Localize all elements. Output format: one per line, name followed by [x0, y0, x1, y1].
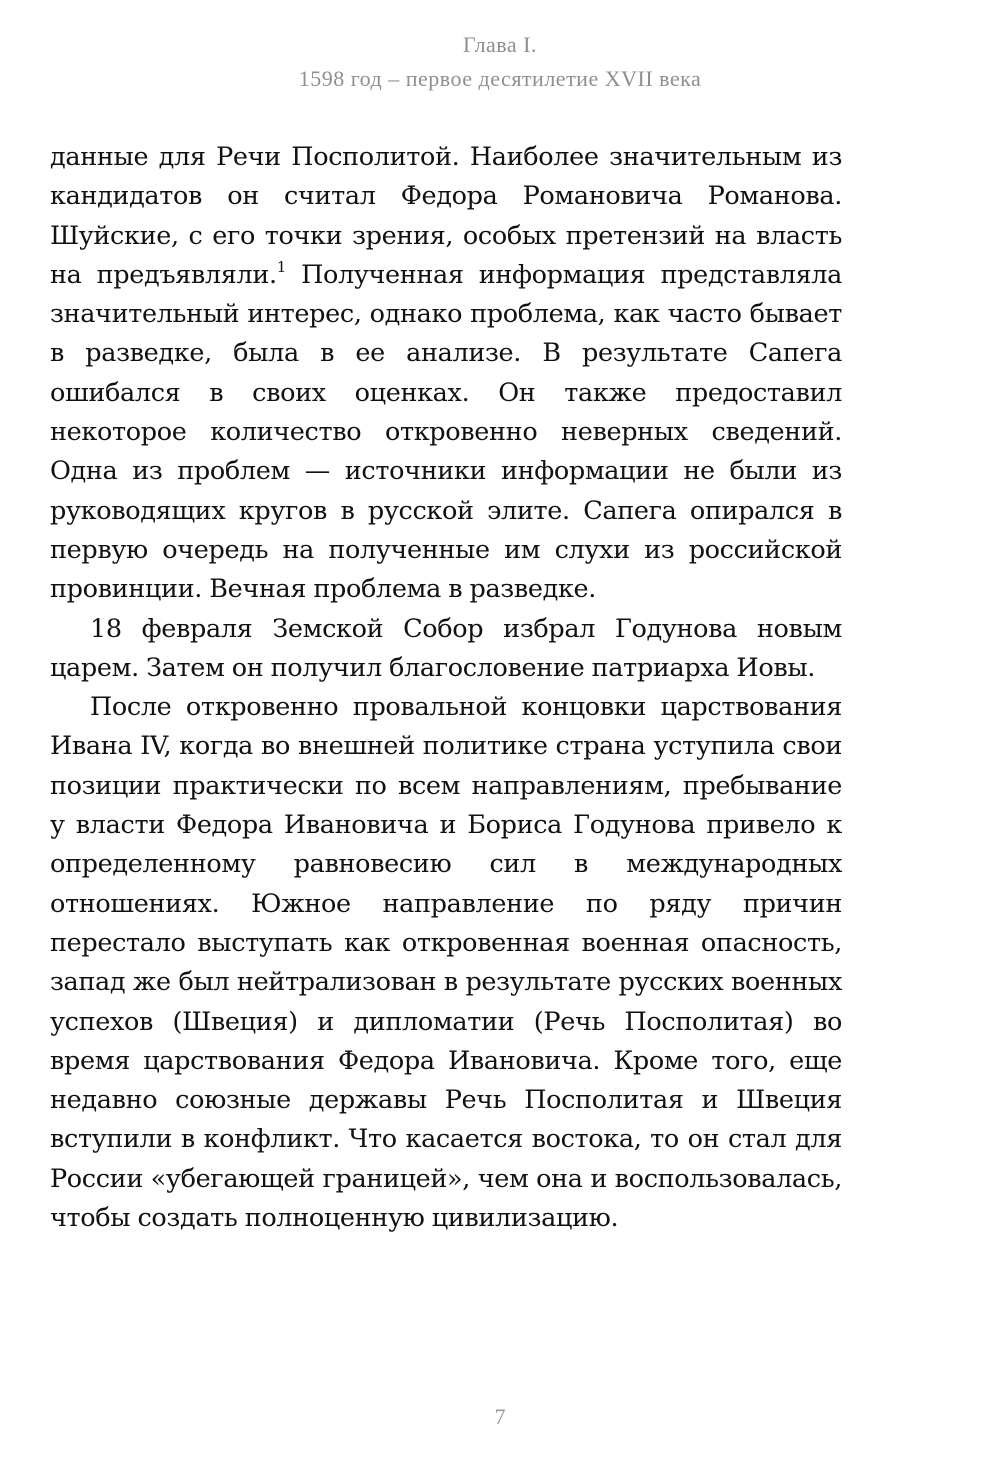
- running-head-subtitle: 1598 год – первое десятилетие XVII века: [298, 66, 702, 91]
- running-head-chapter: Глава I.: [463, 32, 537, 57]
- running-head: [0, 28, 1000, 96]
- paragraph-continued: [50, 138, 842, 610]
- paragraph: После откровенно провальной концовки царствования Ивана IV, когда во внешней политике страна уступила свои позиции практически по всем направлениям, пребывание у власти Федора Ивановича и Бориса Годунова привело к определенному равновесию сил в международных отношениях. Южное направление по ряду причин перестало выступать как откровенная военная опасность, запад же был нейтрализован в результате русских военных успехов (Швеция) и дипломатии (Речь Посполитая) во время царствования Федора Ивановича. Кроме того, еще недавно союзные державы Речь Посполитая и Швеция вступили в конфликт. Что касается востока, то он стал для России «убегающей границей», чем она и воспользовалась, чтобы создать полноценную цивилизацию.: [50, 692, 842, 1234]
- paragraph-text: Полученная информация представляла значительный интерес, однако проблема, как часто бывает в разведке, была в ее анализе. В результате Сапега ошибался в своих оценках. Он также предоставил некоторое количество откровенно неверных сведений. Одна из проблем — источники информации не были из руководящих кругов в русской элите. Сапега опирался в первую очередь на полученные им слухи из российской провинции. Вечная проблема в разведке.: [50, 259, 843, 605]
- body-text: [50, 138, 842, 1238]
- page-number: 7: [494, 1404, 506, 1429]
- paragraph-text: данные для Речи Посполитой. Наиболее значительным из кандидатов он считал Федора Романовича Романова. Шуйские, с его точки зрения, особых претензий на власть на предъявляли.: [50, 142, 842, 290]
- footnote-reference: 1: [276, 257, 286, 276]
- paragraph: 18 февраля Земской Собор избрал Годунова новым царем. Затем он получил благословение патриарха Иовы.: [50, 613, 842, 683]
